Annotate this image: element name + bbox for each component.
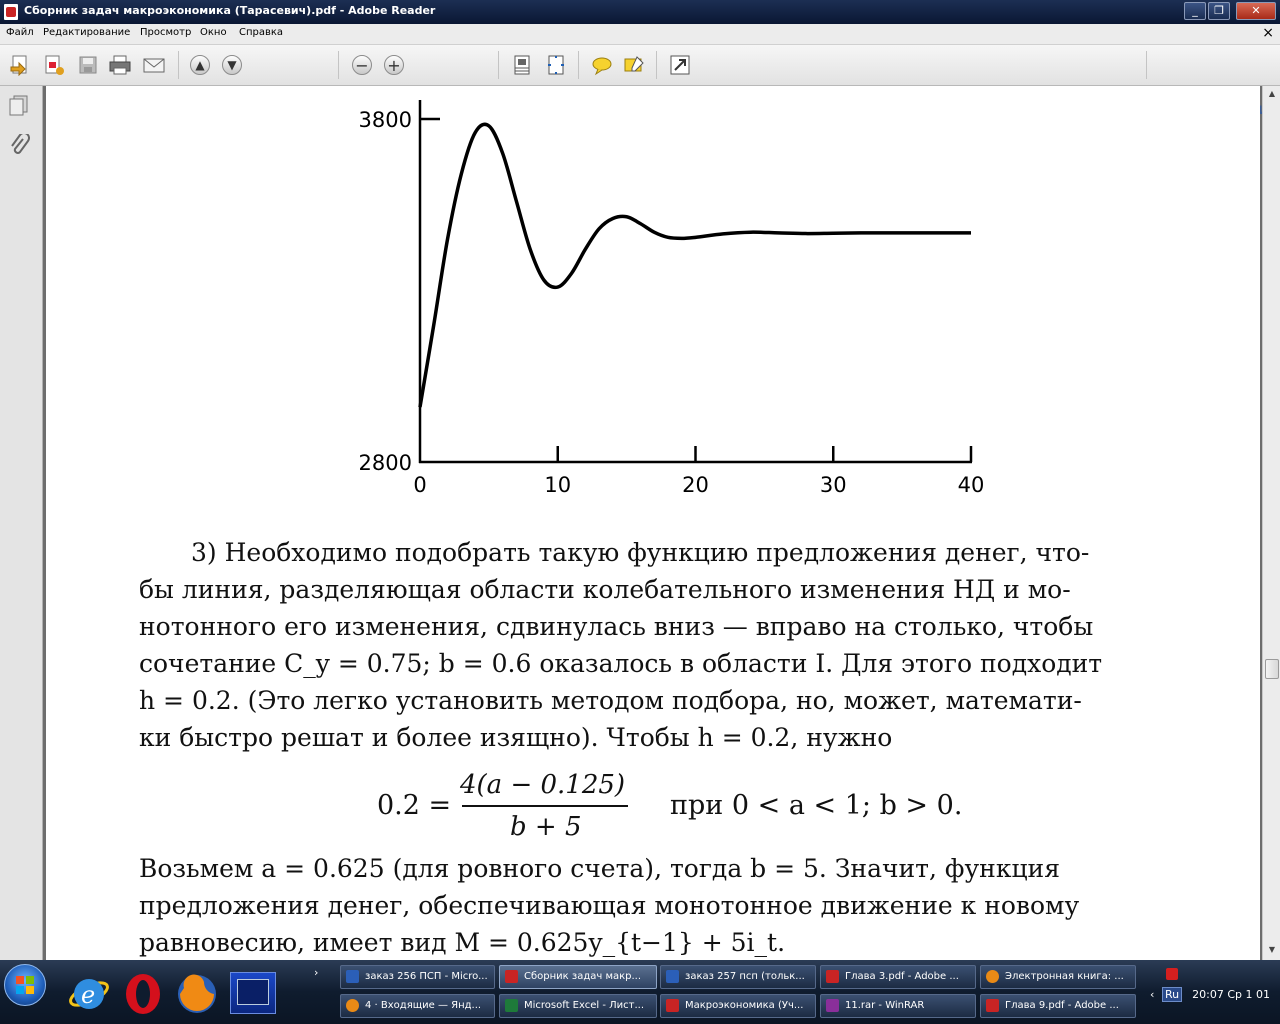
menu-file[interactable]: Файл [6, 27, 34, 38]
taskbar-item-label: Глава 3.pdf - Adobe ... [845, 971, 959, 982]
taskbar-item-label: Microsoft Excel - Лист... [524, 1000, 645, 1011]
menu-bar [0, 24, 1280, 45]
next-page-icon[interactable]: ▼ [220, 53, 244, 77]
taskbar-item-label: Макроэкономика (Уч... [685, 1000, 804, 1011]
comment-icon[interactable] [590, 53, 614, 77]
highlight-icon[interactable] [622, 53, 646, 77]
taskbar-item[interactable] [340, 965, 495, 989]
scroll-down-icon[interactable]: ▼ [1268, 945, 1276, 954]
tray-expand-icon[interactable]: ‹ [1150, 988, 1155, 1001]
scroll-thumb[interactable] [1265, 659, 1279, 679]
taskbar [0, 960, 1280, 1024]
minimize-button[interactable]: _ [1184, 2, 1206, 20]
formula-lhs: 0.2 = [377, 790, 452, 821]
chart-series-line [420, 124, 971, 407]
excel-icon [505, 999, 518, 1012]
text-line: равновесию, имеет вид M = 0.625y_{t−1} + 5i_t. [139, 928, 786, 957]
taskbar-item-active[interactable] [499, 965, 657, 989]
maximize-button[interactable]: ❐ [1208, 2, 1230, 20]
x-tick-label: 20 [682, 473, 709, 497]
x-tick-label: 0 [413, 473, 427, 497]
toolbar-separator [178, 51, 179, 79]
fit-width-icon[interactable] [544, 53, 568, 77]
clock[interactable]: 20:07 Ср 1 01 [1192, 988, 1270, 1001]
taskbar-item-label: заказ 257 псп (тольк... [685, 971, 805, 982]
x-tick-label: 40 [957, 473, 985, 497]
previous-page-icon[interactable]: ▲ [188, 53, 212, 77]
taskbar-item[interactable] [820, 965, 976, 989]
taskbar-item[interactable] [660, 965, 816, 989]
email-icon[interactable] [142, 53, 166, 77]
fraction-bar [462, 805, 628, 807]
text-line: нотонного его изменения, сдвинулась вниз — вправо на столько, чтобы [139, 612, 1094, 641]
text-line: бы линия, разделяющая области колебательного изменения НД и мо- [139, 575, 1071, 604]
pdf-icon [986, 999, 999, 1012]
toolbar-separator [498, 51, 499, 79]
word-icon [346, 970, 359, 983]
taskbar-item-label: 11.rar - WinRAR [845, 1000, 925, 1011]
firefox-icon[interactable] [174, 970, 220, 1020]
toolbar-separator [578, 51, 579, 79]
pdf-icon [666, 999, 679, 1012]
antivirus-tray-icon[interactable] [1166, 968, 1178, 980]
menu-edit[interactable]: Редактирование [43, 27, 131, 38]
close-button[interactable]: ✕ [1236, 2, 1276, 20]
svg-text:e: e [81, 981, 96, 1009]
taskbar-item-label: Сборник задач макр... [524, 971, 642, 982]
taskbar-item[interactable] [820, 994, 976, 1018]
fit-page-icon[interactable] [510, 53, 534, 77]
taskbar-item-label: заказ 256 ПСП - Micro... [365, 971, 488, 982]
x-tick-label: 30 [819, 473, 847, 497]
language-indicator[interactable]: Ru [1162, 987, 1182, 1002]
toolbar-separator [656, 51, 657, 79]
zoom-in-icon[interactable]: + [382, 53, 406, 77]
navigation-pane [0, 86, 43, 960]
formula-denominator: b + 5 [510, 812, 582, 842]
toolbar [0, 45, 1280, 86]
print-icon[interactable] [108, 53, 132, 77]
save-icon[interactable] [76, 53, 100, 77]
taskbar-item-label: 4 · Входящие — Янд... [365, 1000, 482, 1011]
window-title: Сборник задач макроэкономика (Тарасевич).pdf - Adobe Reader [24, 4, 436, 17]
y-tick-label: 3800 [358, 108, 412, 132]
text-line: ки быстро решат и более изящно). Чтобы h = 0.2, нужно [139, 723, 893, 752]
text-line: Возьмем a = 0.625 (для ровного счета), тогда b = 5. Значит, функция [139, 854, 1060, 883]
menu-view[interactable]: Просмотр [140, 27, 192, 38]
taskbar-item-label: Глава 9.pdf - Adobe ... [1005, 1000, 1119, 1011]
text-line: предложения денег, обеспечивающая монотонное движение к новому [139, 891, 1080, 920]
formula-numerator: 4(a − 0.125) [460, 770, 626, 800]
open-icon[interactable] [8, 53, 32, 77]
menu-window[interactable]: Окно [200, 27, 227, 38]
document-close-icon[interactable]: × [1262, 25, 1274, 41]
toolbar-separator [1146, 51, 1147, 79]
winrar-icon [826, 999, 839, 1012]
taskbar-item[interactable] [980, 994, 1136, 1018]
adobe-reader-icon [4, 4, 18, 20]
toolbar-separator [338, 51, 339, 79]
taskbar-item[interactable] [340, 994, 495, 1018]
chart-tick-labels [359, 108, 985, 497]
page-thumbnails-icon[interactable] [8, 94, 30, 120]
text-line: 3) Необходимо подобрать такую функцию предложения денег, что- [191, 538, 1090, 567]
full-screen-icon[interactable] [668, 53, 692, 77]
text-line: сочетание C_y = 0.75; b = 0.6 оказалось в области I. Для этого подходит [139, 649, 1103, 678]
x-tick-label: 10 [544, 473, 572, 497]
show-desktop-icon[interactable] [230, 972, 276, 1014]
start-button[interactable] [4, 964, 46, 1006]
quicklaunch-expand-icon[interactable]: › [314, 966, 319, 979]
taskbar-item-label: Электронная книга: ... [1005, 971, 1124, 982]
pdf-icon [505, 970, 518, 983]
taskbar-item[interactable] [660, 994, 816, 1018]
taskbar-item[interactable] [499, 994, 657, 1018]
create-pdf-icon[interactable] [42, 53, 66, 77]
zoom-out-icon[interactable]: − [350, 53, 374, 77]
menu-help[interactable]: Справка [239, 27, 284, 38]
firefox-icon [986, 970, 999, 983]
opera-icon[interactable] [120, 970, 166, 1020]
pdf-icon [826, 970, 839, 983]
word-icon [666, 970, 679, 983]
line-chart [46, 86, 1260, 506]
text-line: h = 0.2. (Это легко установить методом подбора, но, может, математи- [139, 686, 1082, 715]
scroll-up-icon[interactable]: ▲ [1268, 89, 1276, 98]
y-tick-label: 2800 [358, 451, 412, 475]
taskbar-item[interactable] [980, 965, 1136, 989]
formula-condition: при 0 < a < 1; b > 0. [670, 790, 963, 821]
pdf-page [46, 86, 1260, 960]
vertical-scrollbar[interactable] [1262, 86, 1280, 960]
attachments-icon[interactable] [8, 134, 30, 162]
firefox-icon [346, 999, 359, 1012]
title-bar [0, 0, 1280, 24]
internet-explorer-icon[interactable] [66, 970, 112, 1020]
